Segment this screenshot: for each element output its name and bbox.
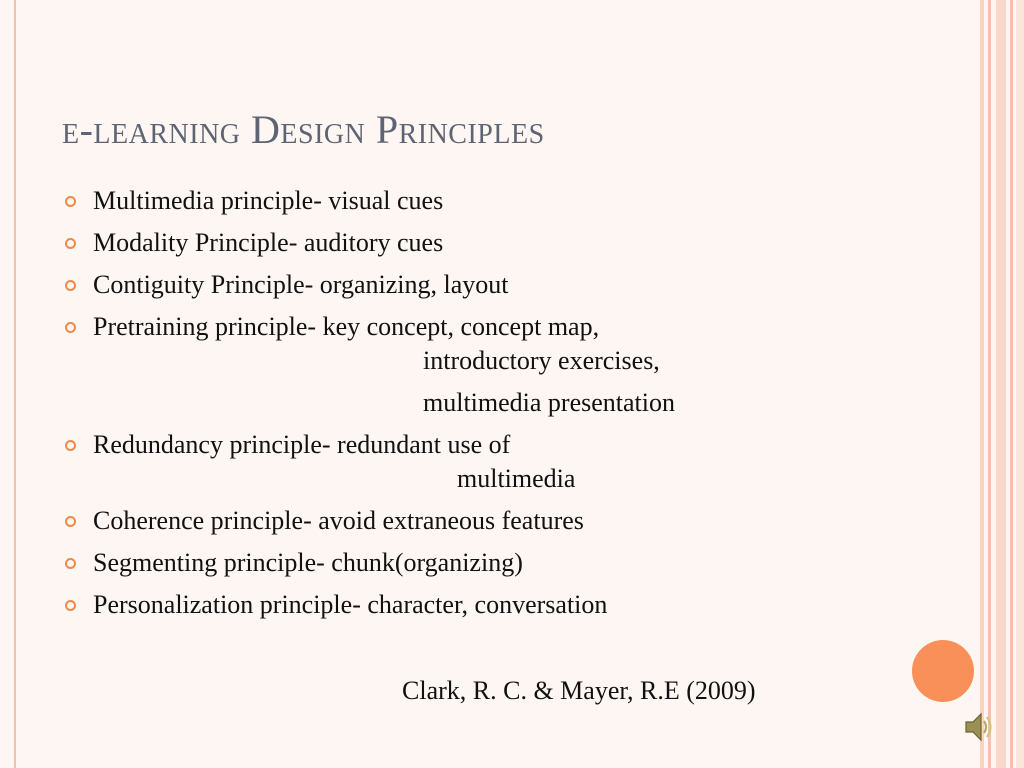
bullet-text: Redundancy principle- redundant use of [93, 430, 511, 459]
bullet-text: Coherence principle- avoid extraneous features [93, 506, 584, 535]
decorative-circle [912, 640, 974, 702]
bullet-item [62, 310, 922, 420]
bullet-text: Contiguity Principle- organizing, layout [93, 270, 509, 299]
bullet-ring-icon [65, 600, 76, 611]
bullet-ring-icon [65, 322, 76, 333]
left-border-line [14, 0, 16, 768]
bullet-item [62, 226, 922, 260]
speaker-icon[interactable] [964, 710, 994, 744]
bullet-ring-icon [65, 238, 76, 249]
stripe [1010, 0, 1013, 768]
bullet-text: Modality Principle- auditory cues [93, 228, 444, 257]
bullet-text: Pretraining principle- key concept, concept map, [93, 312, 600, 341]
bullet-list [62, 184, 922, 630]
bullet-item [62, 268, 922, 302]
bullet-ring-icon [65, 280, 76, 291]
bullet-ring-icon [65, 558, 76, 569]
bullet-item [62, 546, 922, 580]
bullet-continuation: multimedia [457, 464, 576, 493]
bullet-text: Segmenting principle- chunk(organizing) [93, 548, 523, 577]
bullet-continuation: multimedia presentation [423, 388, 675, 417]
bullet-ring-icon [65, 196, 76, 207]
bullet-text: Multimedia principle- visual cues [93, 186, 444, 215]
bullet-item [62, 504, 922, 538]
bullet-continuation: introductory exercises, [423, 346, 660, 375]
bullet-item [62, 588, 922, 622]
stripe [980, 0, 984, 768]
citation: Clark, R. C. & Mayer, R.E (2009) [402, 676, 756, 705]
slide-title: e-learning Design Principles [62, 107, 545, 152]
bullet-ring-icon [65, 440, 76, 451]
bullet-item [62, 184, 922, 218]
stripe [1016, 0, 1024, 768]
bullet-ring-icon [65, 516, 76, 527]
right-edge-stripes [980, 0, 1024, 768]
stripe [988, 0, 991, 768]
stripe [996, 0, 1006, 768]
bullet-item [62, 428, 922, 496]
bullet-text: Personalization principle- character, conversation [93, 590, 608, 619]
